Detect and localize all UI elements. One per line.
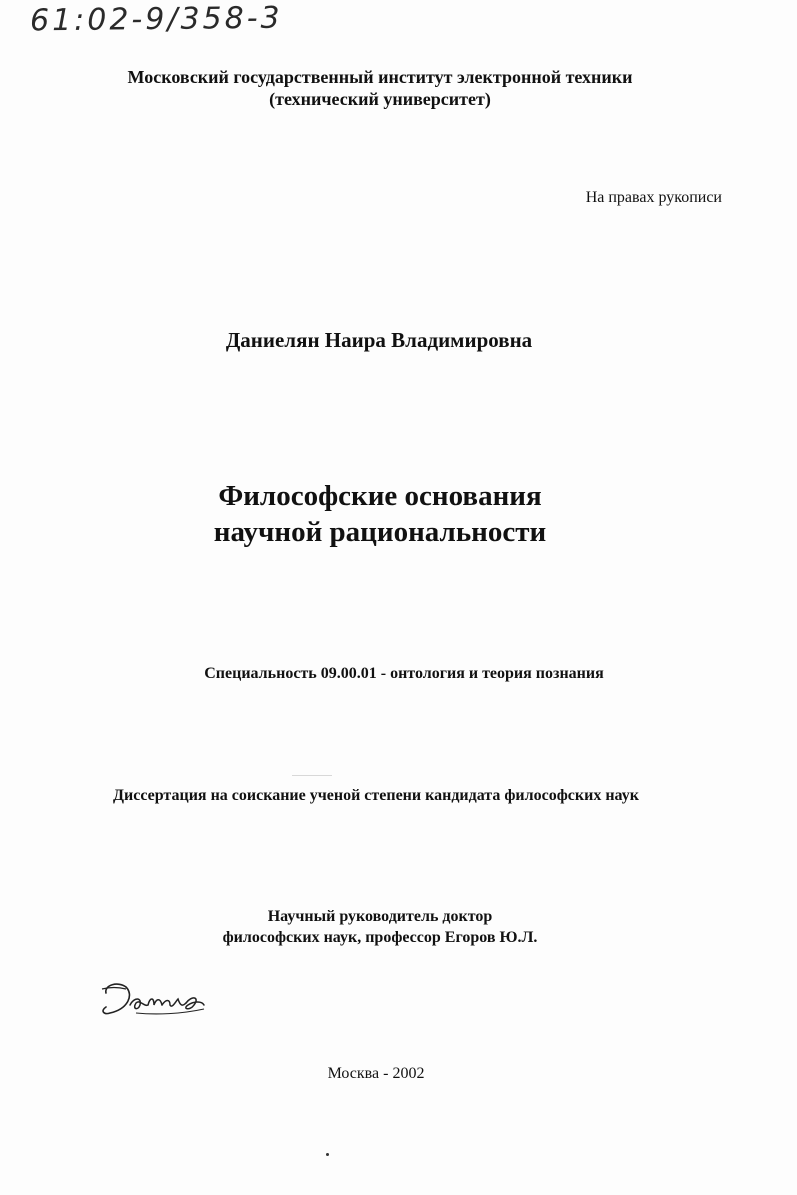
specialty-line: Специальность 09.00.01 - онтология и теория познания [204,665,604,682]
manuscript-rights-note: На правах рукописи [585,189,722,206]
advisor-line-1: Научный руководитель доктор [267,908,493,925]
institute-name-line-1: Московский государственный институт электронной техники [127,67,633,87]
author-name: Даниелян Наира Владимировна [225,328,533,352]
advisor-line-2: философских наук, профессор Егоров Ю.Л. [222,929,538,946]
faint-scan-mark [292,775,332,776]
dissertation-title [0,478,760,550]
dissertation-title-line-1: Философские основания [218,480,542,512]
scientific-advisor [0,906,760,948]
handwritten-catalog-code: 61:02-9/358-3 [29,0,283,39]
dissertation-title-line-2: научной рациональности [213,516,547,548]
thesis-statement: Диссертация на соискание ученой степени кандидата философских наук [113,787,639,804]
scan-speck [326,1153,329,1156]
institute-name-line-2: (технический университет) [269,89,491,109]
city-and-year: Москва - 2002 [327,1065,425,1082]
signature-drawing [96,975,211,1025]
handwritten-signature [96,975,211,1030]
institute-name [0,66,760,110]
